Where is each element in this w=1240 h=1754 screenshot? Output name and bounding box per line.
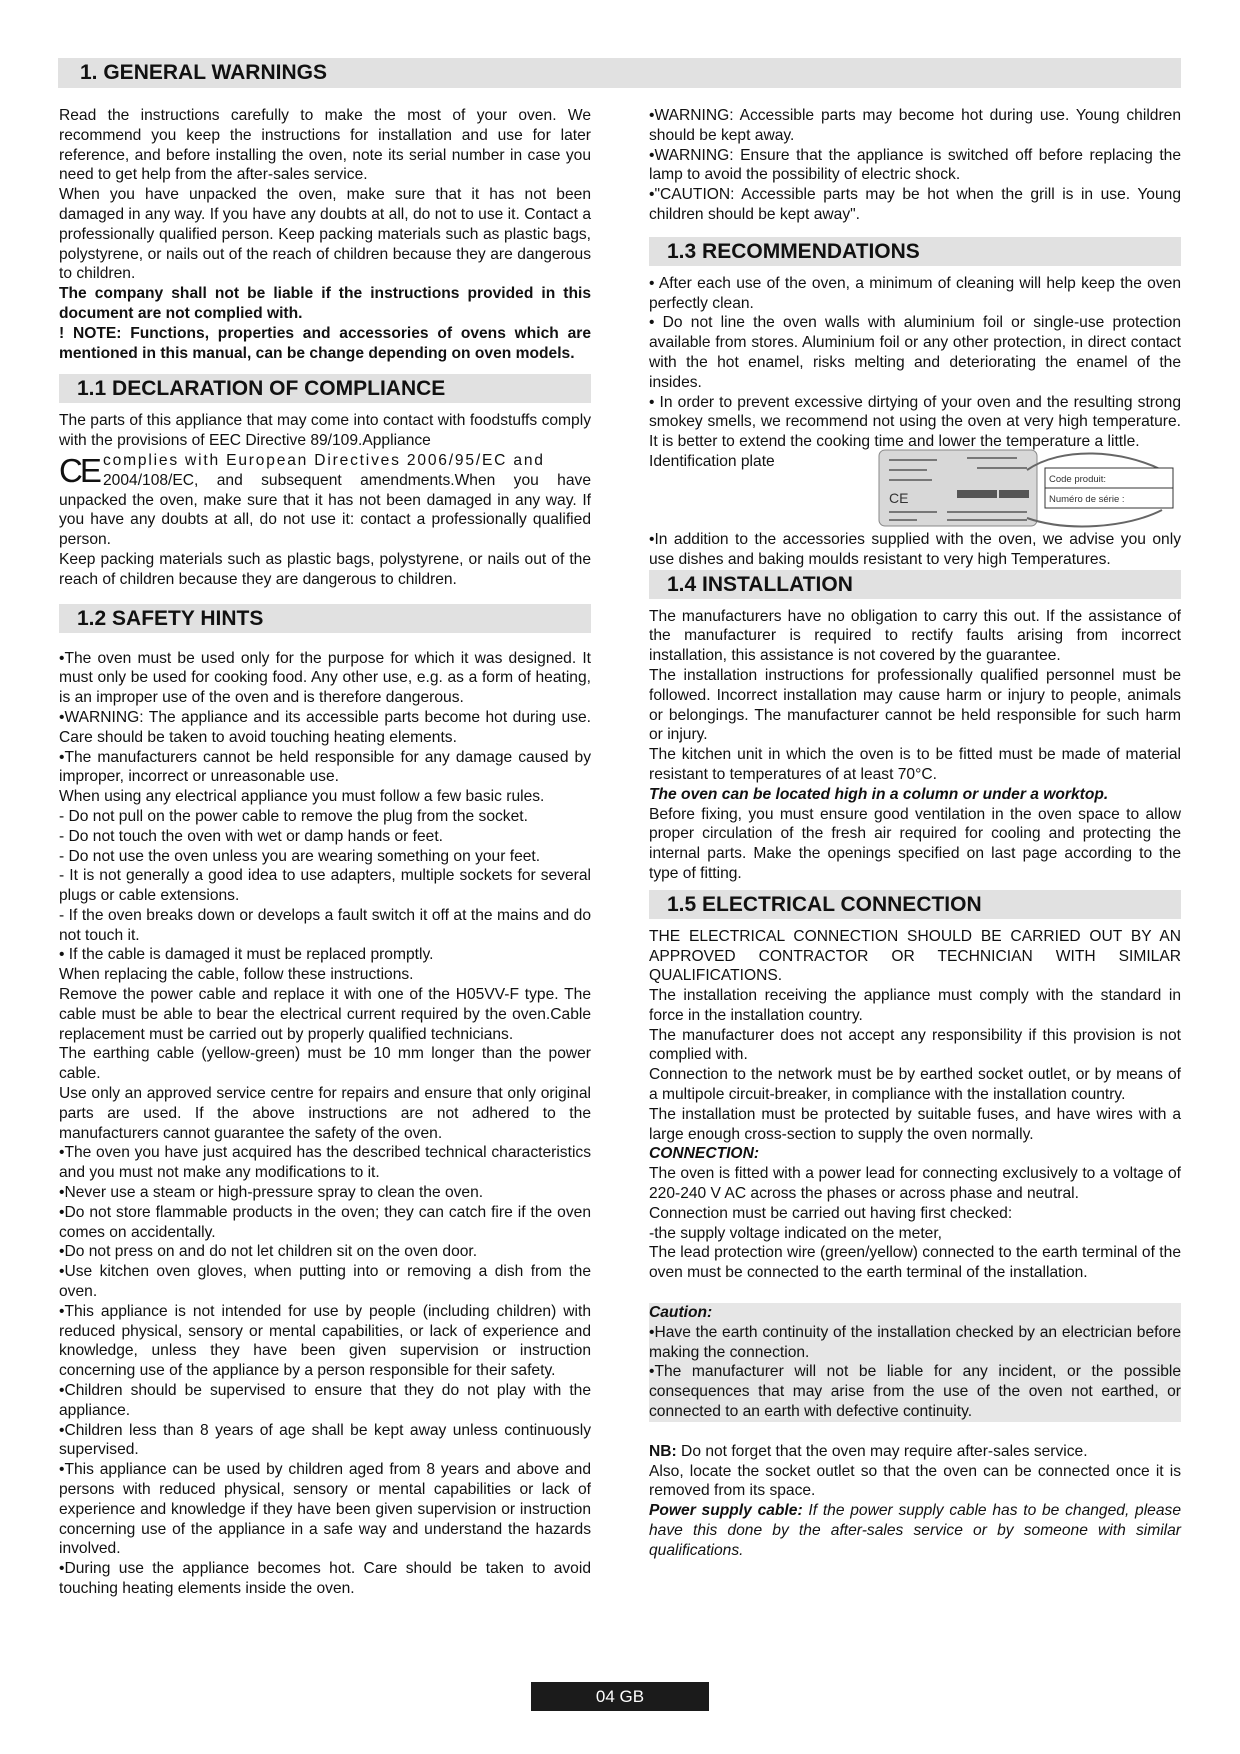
general-paragraph: Read the instructions carefully to make the most of your oven. We recommend you keep the instructions for installation and use for later reference, and before installing the oven, note its serial number in case you need to get help from the after-sales service. bbox=[59, 107, 591, 184]
electrical-paragraph: The installation receiving the appliance must comply with the standard in force in the installation country. bbox=[649, 987, 1181, 1024]
electrical-paragraph: The oven is fitted with a power lead for connecting exclusively to a voltage of 220-240 V AC across the phases or across phase and neutral. bbox=[649, 1165, 1181, 1203]
identification-plate-image bbox=[877, 448, 1177, 530]
declaration-paragraph: The parts of this appliance that may come into contact with foodstuffs comply with the provisions of EEC Directive 89/109.Appliance bbox=[59, 412, 591, 450]
page-number-label: 04 GB bbox=[531, 1682, 709, 1711]
warning-item: •WARNING: Accessible parts may become hot during use. Young children should be kept away. bbox=[649, 107, 1181, 144]
electrical-paragraph: -the supply voltage indicated on the meter, bbox=[649, 1224, 942, 1242]
installation-location-note: The oven can be located high in a column or under a worktop. bbox=[649, 785, 1109, 803]
declaration-ce-text: complies with European Directives 2006/95/EC and bbox=[103, 451, 545, 469]
declaration-paragraph: Keep packing materials such as plastic bags, polystyrene, or nails out of the reach of children because they are dangerous to children. bbox=[59, 550, 591, 588]
safety-item: •Never use a steam or high-pressure spray to clean the oven. bbox=[59, 1184, 484, 1202]
safety-item: •The manufacturers cannot be held responsible for any damage caused by improper, incorrect or unreasonable use. bbox=[59, 748, 591, 786]
safety-item: - If the oven breaks down or develops a fault switch it off at the mains and do not touch it. bbox=[59, 906, 591, 944]
safety-item: •Children should be supervised to ensure that they do not play with the appliance. bbox=[59, 1382, 591, 1419]
declaration-ce-continuation: 2004/108/EC, and subsequent amendments.When you have unpacked the oven, make sure that it has not been damaged in any way. If you have any doubts at all, do not use it: contact a professionally qualified person. bbox=[59, 471, 591, 549]
electrical-paragraph: THE ELECTRICAL CONNECTION SHOULD BE CARRIED OUT BY AN APPROVED CONTRACTOR OR TECHNICIAN WITH SIMILAR QUALIFICATIONS. bbox=[649, 927, 1181, 985]
recommendation-item: • Do not line the oven walls with aluminium foil or single-use protection available from stores. Aluminium foil or any other protection, in direct contact with the hot enamel, risks melting and deteriorating the enamel of the insides. bbox=[649, 314, 1181, 391]
safety-item: - Do not pull on the power cable to remove the plug from the socket. bbox=[59, 807, 528, 825]
safety-item: •Use kitchen oven gloves, when putting into or removing a dish from the oven. bbox=[59, 1263, 591, 1301]
section-header-declaration: 1.1 DECLARATION OF COMPLIANCE bbox=[59, 374, 591, 403]
power-supply-text: If the power supply cable has to be changed, please have this done by the after-sales service or by someone with similar qualifications. bbox=[649, 1502, 1181, 1559]
nb-label: NB: bbox=[649, 1442, 677, 1460]
safety-item: - Do not touch the oven with wet or damp hands or feet. bbox=[59, 827, 443, 845]
safety-item: •Do not store flammable products in the oven; they can catch fire if the oven comes on accidentally. bbox=[59, 1203, 591, 1241]
installation-paragraph: Before fixing, you must ensure good ventilation in the oven space to allow proper circulation of the fresh air required for cooling and protecting the internal parts. Make the openings specified on last page according to the type of fitting. bbox=[649, 805, 1181, 882]
section-header-general-warnings: 1. GENERAL WARNINGS bbox=[58, 58, 1181, 88]
ce-mark-icon: CE bbox=[59, 451, 99, 489]
safety-item: •Do not press on and do not let children sit on the oven door. bbox=[59, 1243, 478, 1261]
nb-paragraph bbox=[649, 1442, 1181, 1462]
safety-item: •During use the appliance becomes hot. Care should be taken to avoid touching heating elements inside the oven. bbox=[59, 1560, 591, 1597]
caution-item: •Have the earth continuity of the installation checked by an electrician before making the connection. bbox=[649, 1323, 1181, 1361]
safety-item: • If the cable is damaged it must be replaced promptly. bbox=[59, 946, 434, 964]
caution-label: Caution: bbox=[649, 1304, 713, 1322]
general-paragraph: When you have unpacked the oven, make sure that it has not been damaged in any way. If you have any doubts at all, do not to use it. Contact a professionally qualified person. Keep packing materials such as plastic bags, polystyrene, or nails out of the reach of children because they are dangerous to children. bbox=[59, 186, 591, 283]
declaration-ce-paragraph bbox=[59, 451, 591, 550]
nb-text: Do not forget that the oven may require after-sales service. bbox=[676, 1442, 1088, 1460]
safety-item: When replacing the cable, follow these instructions. bbox=[59, 966, 414, 984]
right-column bbox=[649, 106, 1181, 1561]
spacer bbox=[649, 1283, 1181, 1303]
safety-item: •The oven you have just acquired has the described technical characteristics and you must not make any modifications to it. bbox=[59, 1144, 591, 1182]
section-header-installation: 1.4 INSTALLATION bbox=[649, 570, 1181, 599]
electrical-paragraph: Connection to the network must be by earthed socket outlet, or by means of a multipole circuit-breaker, in compliance with the installation country. bbox=[649, 1066, 1181, 1104]
safety-item: - It is not generally a good idea to use adapters, multiple sockets for several plugs or cable extensions. bbox=[59, 867, 591, 905]
caution-box bbox=[649, 1303, 1181, 1422]
safety-item: The earthing cable (yellow-green) must be 10 mm longer than the power cable. bbox=[59, 1045, 591, 1083]
recommendation-item: • After each use of the oven, a minimum of cleaning will help keep the oven perfectly clean. bbox=[649, 274, 1181, 312]
section-header-recommendations: 1.3 RECOMMENDATIONS bbox=[649, 237, 1181, 266]
safety-item: •This appliance can be used by children aged from 8 years and above and persons with reduced physical, sensory or mental capabilities or lack of experience and knowledge if they have been given supervision or instruction concerning use of the appliance in a safe way and understand the hazards involved. bbox=[59, 1461, 591, 1558]
safety-item: •This appliance is not intended for use by people (including children) with reduced physical, sensory or mental capabilities, or lack of experience and knowledge, unless they have been given supervision or instruction concerning use of the appliance by a person responsible for their safety. bbox=[59, 1302, 591, 1380]
section-header-electrical-connection: 1.5 ELECTRICAL CONNECTION bbox=[649, 890, 1181, 919]
installation-paragraph: The manufacturers have no obligation to carry this out. If the assistance of the manufacturer is required to rectify faults arising from incorrect installation, this assistance is not covered by the guarantee. bbox=[649, 607, 1181, 665]
section-header-safety-hints: 1.2 SAFETY HINTS bbox=[59, 604, 591, 633]
plate-ce-mark: CE bbox=[889, 489, 909, 506]
plate-serial-label: Numéro de série : bbox=[1049, 493, 1125, 505]
electrical-paragraph: The lead protection wire (green/yellow) connected to the earth terminal of the oven must be connected to the earth terminal of the installation. bbox=[649, 1244, 1181, 1282]
identification-plate-row bbox=[649, 452, 1181, 530]
safety-item: - Do not use the oven unless you are wearing something on your feet. bbox=[59, 847, 541, 865]
liability-notice: The company shall not be liable if the instructions provided in this document are not complied with. bbox=[59, 285, 591, 322]
safety-item: When using any electrical appliance you must follow a few basic rules. bbox=[59, 788, 545, 806]
warning-item: •WARNING: Ensure that the appliance is switched off before replacing the lamp to avoid the possibility of electric shock. bbox=[649, 146, 1181, 184]
installation-paragraph: The installation instructions for professionally qualified personnel must be followed. Incorrect installation may cause harm or injury to people, animals or belongings. The manufacturer cannot be held responsible for such harm or injury. bbox=[649, 666, 1181, 744]
safety-item: Use only an approved service centre for repairs and ensure that only original parts are used. If the above instructions are not adhered to the manufacturers cannot guarantee the safety of the oven. bbox=[59, 1085, 591, 1142]
electrical-paragraph: Connection must be carried out having first checked: bbox=[649, 1204, 1013, 1222]
recommendation-item: •In addition to the accessories supplied with the oven, we advise you only use dishes and baking moulds resistant to very high Temperatures. bbox=[649, 530, 1181, 568]
safety-item: •WARNING: The appliance and its accessible parts become hot during use. Care should be taken to avoid touching heating elements. bbox=[59, 708, 591, 746]
connection-label: CONNECTION: bbox=[649, 1145, 760, 1163]
models-note: ! NOTE: Functions, properties and accessories of ovens which are mentioned in this manual, can be change depending on oven models. bbox=[59, 324, 591, 362]
safety-item: Remove the power cable and replace it with one of the H05VV-F type. The cable must be able to bear the electrical current required by the oven.Cable replacement must be carried out by properly qualified technicians. bbox=[59, 986, 591, 1043]
left-column bbox=[59, 106, 591, 1599]
power-supply-paragraph bbox=[649, 1501, 1181, 1560]
plate-code-label: Code produit: bbox=[1049, 473, 1107, 485]
power-supply-label: Power supply cable: bbox=[649, 1502, 803, 1520]
electrical-paragraph: The installation must be protected by suitable fuses, and have wires with a large enough cross-section to supply the oven normally. bbox=[649, 1105, 1181, 1143]
caution-item: •The manufacturer will not be liable for any incident, or the possible consequences that may arise from the use of the oven not earthed, or connected to an earth with defective continuity. bbox=[649, 1363, 1181, 1421]
recommendation-item: • In order to prevent excessive dirtying of your oven and the resulting strong smokey smells, we recommend not using the oven at very high temperature. It is better to extend the cooking time and lower the temperature a little. bbox=[649, 393, 1181, 451]
identification-plate-label: Identification plate bbox=[649, 452, 775, 470]
electrical-paragraph: Also, locate the socket outlet so that the oven can be connected once it is removed from its space. bbox=[649, 1462, 1181, 1500]
installation-paragraph: The kitchen unit in which the oven is to be fitted must be made of material resistant to temperatures of at least 70°C. bbox=[649, 746, 1181, 783]
safety-item: •The oven must be used only for the purpose for which it was designed. It must only be used for cooking food. Any other use, e.g. as a form of heating, is an improper use of the oven and is therefore dangerous. bbox=[59, 649, 591, 707]
safety-item: •Children less than 8 years of age shall be kept away unless continuously supervised. bbox=[59, 1421, 591, 1459]
electrical-paragraph: The manufacturer does not accept any responsibility if this provision is not complied with. bbox=[649, 1026, 1181, 1064]
warning-item: •"CAUTION: Accessible parts may be hot when the grill is in use. Young children should be kept away". bbox=[649, 186, 1181, 223]
